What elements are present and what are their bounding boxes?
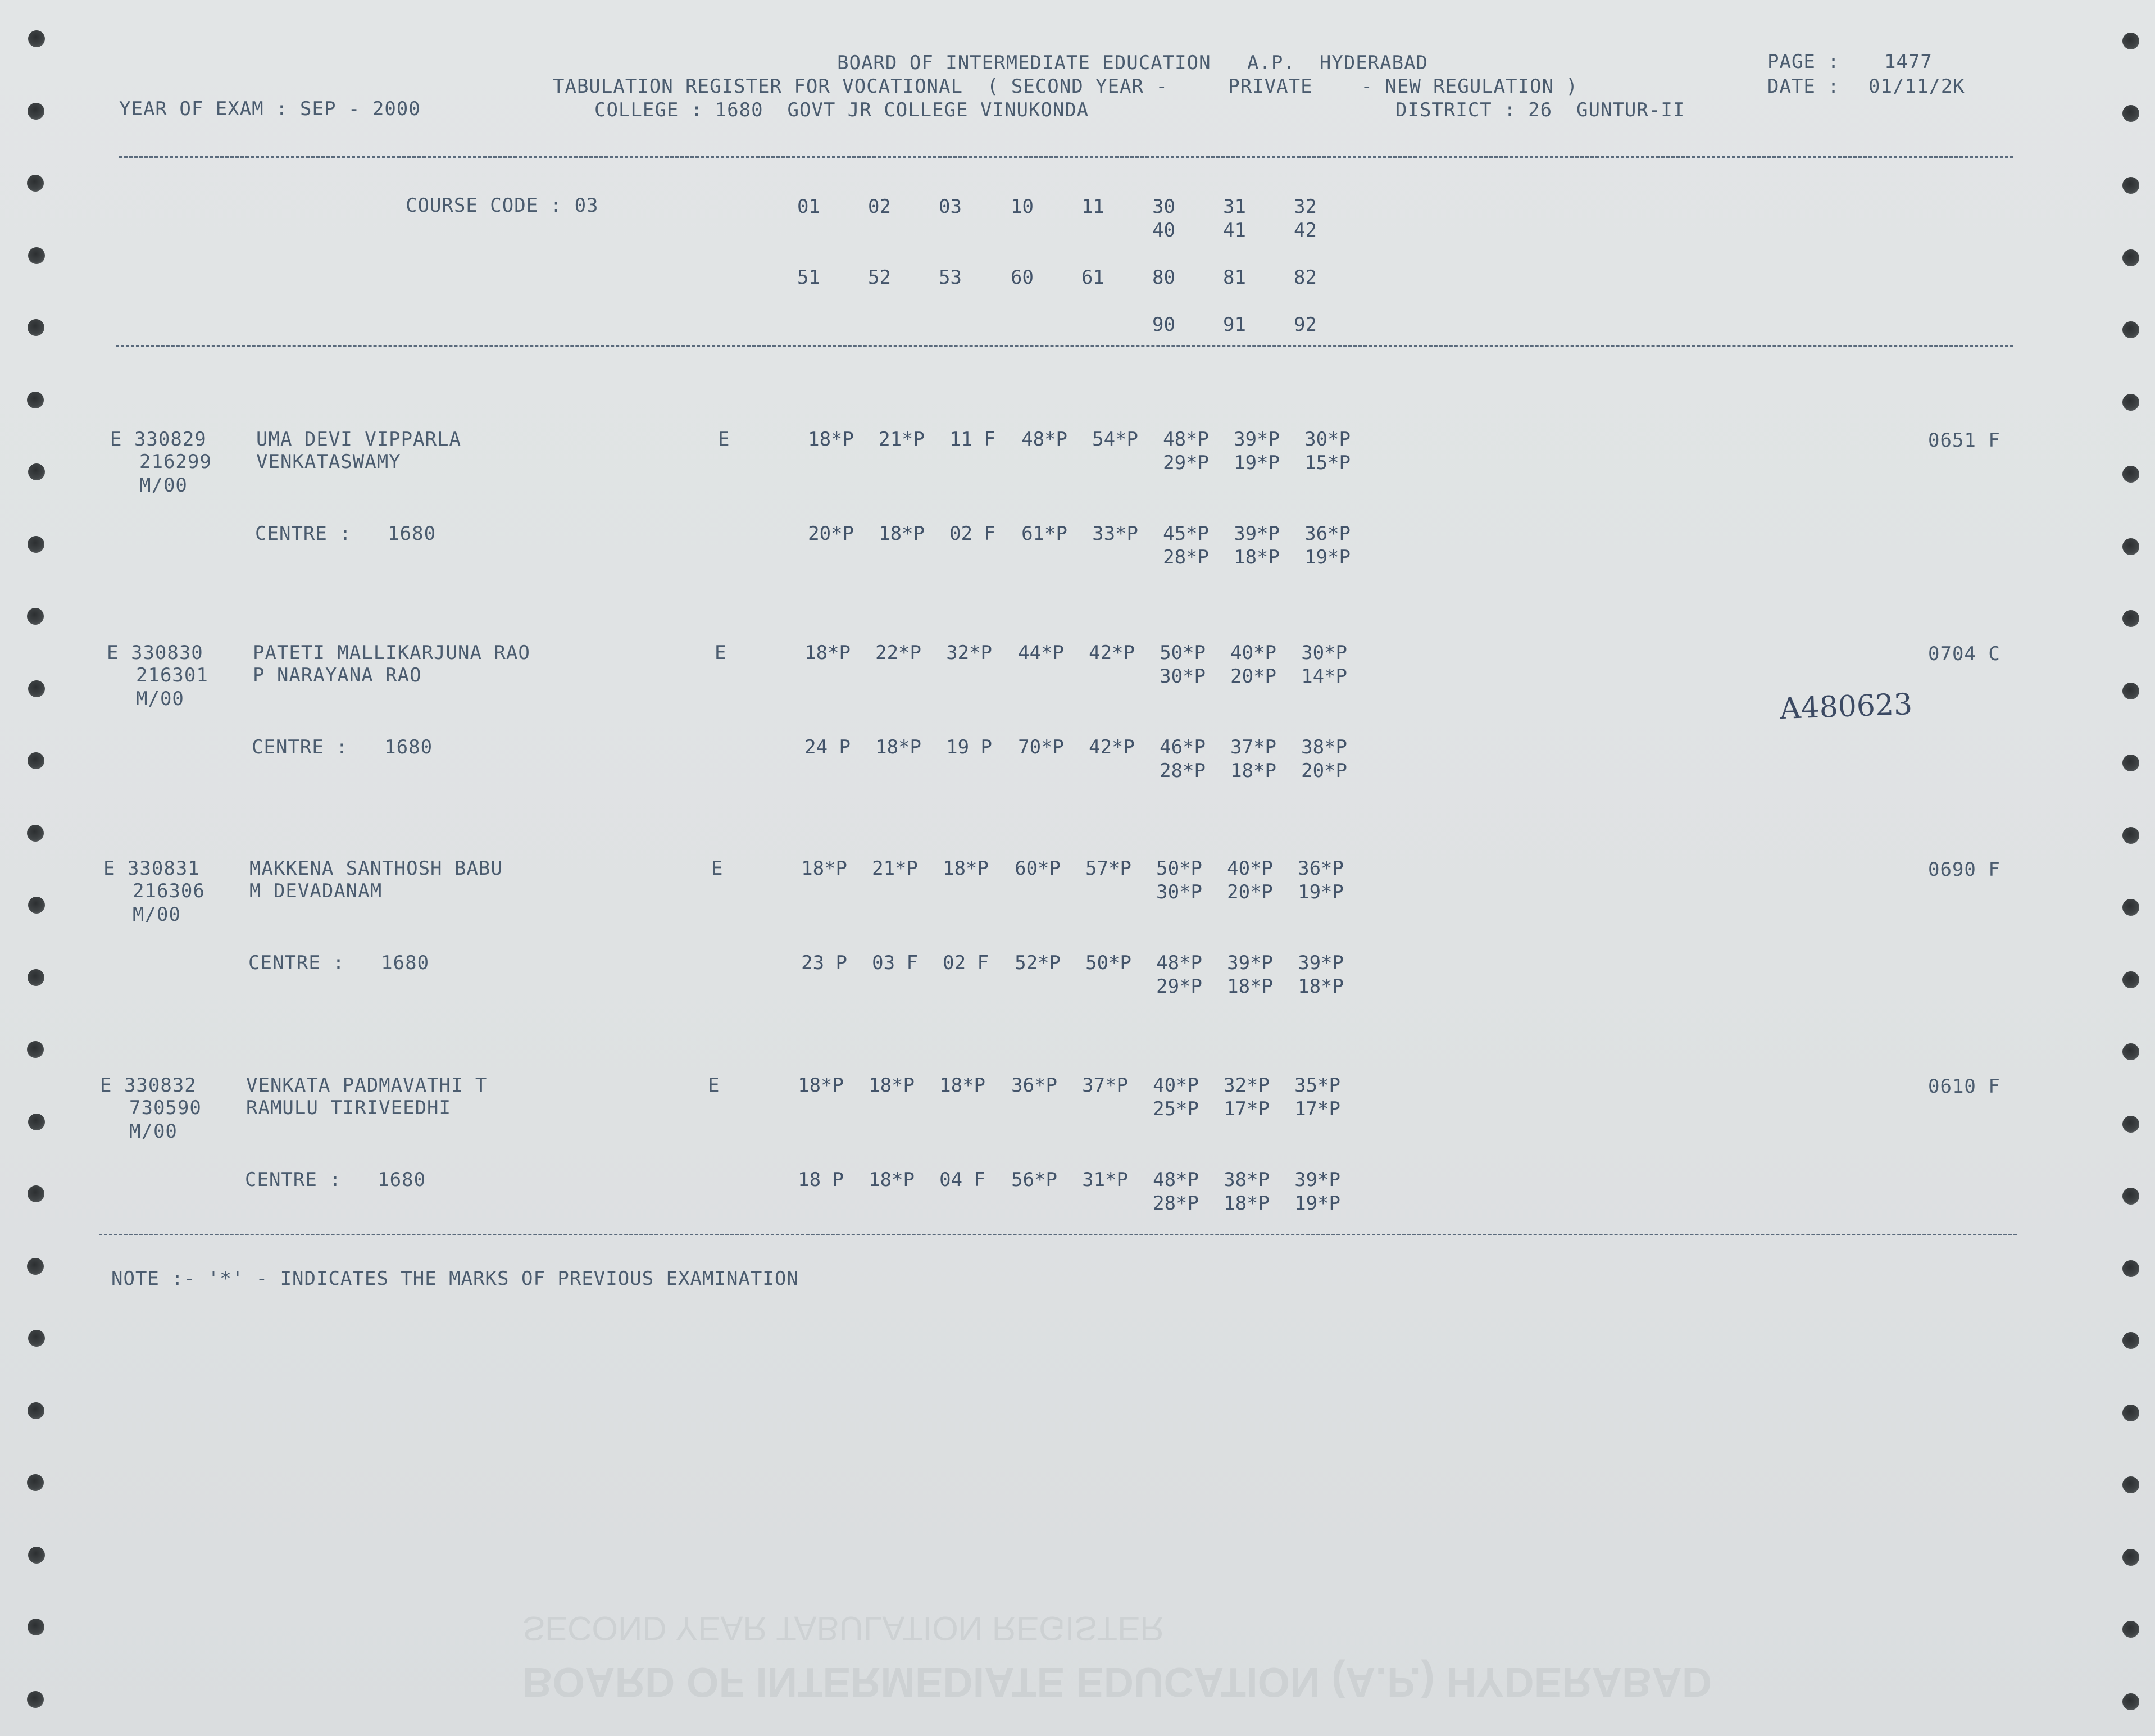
mark-cell: 56*P	[1011, 1169, 1057, 1191]
course-code-cell: 31	[1223, 196, 1246, 218]
mark-cell: 30*P	[1160, 665, 1206, 688]
tractor-hole	[2122, 1332, 2139, 1349]
mark-cell: 04 F	[939, 1169, 985, 1191]
total-result: 0704 C	[1928, 643, 2001, 665]
mark-cell: 02 F	[943, 952, 989, 974]
mark-cell: 39*P	[1234, 522, 1280, 545]
mark-cell: 36*P	[1298, 857, 1344, 880]
tractor-hole	[27, 1258, 44, 1275]
tractor-hole	[27, 825, 44, 842]
mark-cell: 39*P	[1227, 952, 1273, 974]
mark-cell: 39*P	[1298, 952, 1344, 974]
left-tractor-holes	[0, 0, 67, 1736]
mark-cell: 22*P	[875, 642, 921, 664]
mark-cell: 19*P	[1304, 546, 1351, 569]
roll-number: E 330831	[103, 857, 200, 880]
mark-cell: 18*P	[1230, 760, 1276, 782]
mark-cell: 52*P	[1015, 952, 1061, 974]
tractor-hole	[2122, 466, 2139, 483]
mark-cell: 11 F	[949, 428, 995, 451]
mark-cell: 20*P	[1230, 665, 1276, 688]
tractor-hole	[2122, 1549, 2139, 1566]
course-code-cell: 82	[1294, 266, 1317, 289]
tractor-hole	[27, 1041, 44, 1058]
total-result: 0610 F	[1928, 1075, 2001, 1098]
register-title: TABULATION REGISTER FOR VOCATIONAL ( SECOND YEAR - PRIVATE - NEW REGULATION )	[553, 75, 1578, 98]
mark-cell: 15*P	[1304, 452, 1351, 474]
tractor-hole	[27, 1474, 44, 1491]
candidate-name: PATETI MALLIKARJUNA RAO	[253, 642, 530, 664]
gender-code: M/00	[133, 903, 181, 926]
mark-cell: 19*P	[1298, 881, 1344, 903]
show-through-title: BOARD OF INTERMEDIATE EDUCATION (A.P.) HYDERABAD	[522, 1659, 1712, 1706]
mark-cell: 39*P	[1294, 1169, 1340, 1191]
mark-cell: 20*P	[1301, 760, 1347, 782]
centre-code: CENTRE : 1680	[252, 736, 433, 758]
registration-number: 216306	[133, 880, 205, 902]
medium-code: E	[718, 428, 730, 451]
mark-cell: 45*P	[1163, 522, 1209, 545]
tractor-hole	[2122, 610, 2139, 627]
candidate-name: VENKATA PADMAVATHI T	[246, 1074, 488, 1097]
mark-cell: 18*P	[1224, 1192, 1270, 1215]
mark-cell: 48*P	[1163, 428, 1209, 451]
tractor-hole	[2122, 1476, 2139, 1493]
mark-cell: 42*P	[1089, 736, 1135, 758]
course-code-cell: 60	[1011, 266, 1034, 289]
tractor-hole	[28, 1402, 44, 1419]
father-name: RAMULU TIRIVEEDHI	[246, 1097, 451, 1119]
centre-code: CENTRE : 1680	[245, 1169, 426, 1191]
mark-cell: 50*P	[1160, 642, 1206, 664]
roll-number: E 330832	[100, 1074, 197, 1097]
mark-cell: 50*P	[1156, 857, 1202, 880]
mark-cell: 18*P	[1298, 975, 1344, 998]
centre-code: CENTRE : 1680	[248, 952, 430, 974]
mark-cell: 40*P	[1227, 857, 1273, 880]
tractor-hole	[2122, 755, 2139, 771]
mark-cell: 46*P	[1160, 736, 1206, 758]
course-code-cell: 02	[868, 196, 891, 218]
mark-cell: 18*P	[798, 1074, 844, 1097]
print-date: 01/11/2K	[1868, 75, 1965, 98]
father-name: VENKATASWAMY	[256, 451, 401, 473]
mark-cell: 18*P	[869, 1074, 915, 1097]
medium-code: E	[708, 1074, 720, 1097]
course-code-cell: 03	[939, 196, 962, 218]
year-of-exam: YEAR OF EXAM : SEP - 2000	[119, 98, 421, 120]
tractor-hole	[2122, 177, 2139, 194]
mark-cell: 38*P	[1301, 736, 1347, 758]
gender-code: M/00	[129, 1120, 178, 1143]
mark-cell: 36*P	[1304, 522, 1351, 545]
separator-top	[119, 156, 2013, 158]
tractor-hole	[2122, 249, 2139, 266]
gender-code: M/00	[139, 474, 188, 497]
tractor-hole	[28, 680, 45, 697]
separator-course	[116, 345, 2013, 347]
course-code: COURSE CODE : 03	[406, 194, 599, 217]
mark-cell: 40*P	[1153, 1074, 1199, 1097]
mark-cell: 02 F	[949, 522, 995, 545]
mark-cell: 19*P	[1294, 1192, 1340, 1215]
course-code-cell: 52	[868, 266, 891, 289]
course-code-cell: 42	[1294, 219, 1317, 242]
page-number: 1477	[1884, 51, 1933, 73]
course-code-cell: 01	[797, 196, 820, 218]
mark-cell: 17*P	[1294, 1098, 1340, 1120]
mark-cell: 18*P	[1234, 546, 1280, 569]
roll-number: E 330829	[110, 428, 207, 451]
tractor-hole	[28, 1114, 45, 1130]
tractor-hole	[28, 30, 45, 47]
mark-cell: 48*P	[1156, 952, 1202, 974]
mark-cell: 38*P	[1224, 1169, 1270, 1191]
tractor-hole	[28, 103, 44, 120]
mark-cell: 54*P	[1092, 428, 1138, 451]
tractor-hole	[28, 1547, 45, 1564]
tractor-hole	[2122, 1621, 2139, 1638]
mark-cell: 19 P	[946, 736, 992, 758]
candidate-name: MAKKENA SANTHOSH BABU	[249, 857, 503, 880]
tractor-hole	[28, 463, 45, 480]
page-label: PAGE :	[1767, 51, 1840, 73]
tractor-hole	[28, 1185, 44, 1202]
course-code-cell: 51	[797, 266, 820, 289]
tractor-hole	[27, 1691, 44, 1708]
tractor-hole	[2122, 538, 2139, 555]
mark-cell: 14*P	[1301, 665, 1347, 688]
mark-cell: 21*P	[872, 857, 918, 880]
tractor-hole	[28, 1619, 44, 1635]
mark-cell: 37*P	[1082, 1074, 1128, 1097]
mark-cell: 18*P	[801, 857, 847, 880]
mark-cell: 30*P	[1301, 642, 1347, 664]
tractor-hole	[28, 247, 45, 264]
mark-cell: 60*P	[1015, 857, 1061, 880]
mark-cell: 48*P	[1021, 428, 1067, 451]
tractor-hole	[2122, 971, 2139, 988]
mark-cell: 03 F	[872, 952, 918, 974]
tractor-hole	[28, 897, 45, 914]
separator-bottom	[99, 1234, 2017, 1235]
tractor-hole	[28, 969, 44, 986]
mark-cell: 32*P	[1224, 1074, 1270, 1097]
mark-cell: 57*P	[1085, 857, 1131, 880]
tractor-hole	[27, 608, 44, 625]
handwritten-number: A480623	[1779, 687, 1913, 726]
board-title: BOARD OF INTERMEDIATE EDUCATION A.P. HYDERABAD	[837, 52, 1429, 74]
mark-cell: 32*P	[946, 642, 992, 664]
tractor-hole	[2122, 1043, 2139, 1060]
tractor-hole	[2122, 827, 2139, 844]
medium-code: E	[711, 857, 724, 880]
mark-cell: 40*P	[1230, 642, 1276, 664]
right-tractor-holes	[2088, 0, 2155, 1736]
mark-cell: 39*P	[1234, 428, 1280, 451]
tractor-hole	[2122, 899, 2139, 916]
tractor-hole	[2122, 1693, 2139, 1710]
mark-cell: 18*P	[939, 1074, 985, 1097]
course-code-cell: 91	[1223, 313, 1246, 336]
course-code-cell: 40	[1152, 219, 1175, 242]
tractor-hole	[27, 392, 44, 408]
mark-cell: 18*P	[804, 642, 851, 664]
mark-cell: 18 P	[798, 1169, 844, 1191]
mark-cell: 18*P	[1227, 975, 1273, 998]
course-code-cell: 30	[1152, 196, 1175, 218]
mark-cell: 28*P	[1163, 546, 1209, 569]
mark-cell: 44*P	[1018, 642, 1064, 664]
mark-cell: 23 P	[801, 952, 847, 974]
mark-cell: 30*P	[1304, 428, 1351, 451]
course-code-cell: 41	[1223, 219, 1246, 242]
medium-code: E	[715, 642, 727, 664]
course-code-cell: 53	[939, 266, 962, 289]
course-code-cell: 90	[1152, 313, 1175, 336]
mark-cell: 18*P	[875, 736, 921, 758]
tractor-hole	[27, 175, 44, 192]
tractor-hole	[2122, 105, 2139, 122]
total-result: 0690 F	[1928, 858, 2001, 881]
mark-cell: 29*P	[1163, 452, 1209, 474]
gender-code: M/00	[136, 688, 184, 710]
mark-cell: 36*P	[1011, 1074, 1057, 1097]
tractor-hole	[2122, 683, 2139, 699]
tractor-hole	[28, 1330, 45, 1347]
mark-cell: 18*P	[869, 1169, 915, 1191]
mark-cell: 18*P	[879, 522, 925, 545]
total-result: 0651 F	[1928, 429, 2001, 452]
tractor-hole	[2122, 394, 2139, 411]
tractor-hole	[2122, 1260, 2139, 1277]
registration-number: 216299	[139, 451, 212, 473]
tractor-hole	[2122, 321, 2139, 338]
course-code-cell: 10	[1011, 196, 1034, 218]
college-line: COLLEGE : 1680 GOVT JR COLLEGE VINUKONDA	[594, 99, 1089, 121]
mark-cell: 30*P	[1156, 881, 1202, 903]
course-code-cell: 61	[1081, 266, 1104, 289]
mark-cell: 28*P	[1160, 760, 1206, 782]
mark-cell: 20*P	[1227, 881, 1273, 903]
tractor-hole	[2122, 1188, 2139, 1205]
mark-cell: 18*P	[943, 857, 989, 880]
course-code-cell: 80	[1152, 266, 1175, 289]
mark-cell: 20*P	[808, 522, 854, 545]
tractor-hole	[28, 536, 44, 553]
date-label: DATE :	[1767, 75, 1840, 98]
mark-cell: 42*P	[1089, 642, 1135, 664]
mark-cell: 17*P	[1224, 1098, 1270, 1120]
course-code-cell: 11	[1081, 196, 1104, 218]
mark-cell: 24 P	[804, 736, 851, 758]
mark-cell: 21*P	[879, 428, 925, 451]
mark-cell: 50*P	[1085, 952, 1131, 974]
tractor-hole	[2122, 33, 2139, 49]
centre-code: CENTRE : 1680	[255, 522, 437, 545]
mark-cell: 18*P	[808, 428, 854, 451]
district-line: DISTRICT : 26 GUNTUR-II	[1395, 99, 1685, 121]
mark-cell: 70*P	[1018, 736, 1064, 758]
mark-cell: 61*P	[1021, 522, 1067, 545]
registration-number: 216301	[136, 664, 208, 687]
course-code-cell: 81	[1223, 266, 1246, 289]
mark-cell: 35*P	[1294, 1074, 1340, 1097]
tractor-hole	[28, 752, 44, 769]
mark-cell: 29*P	[1156, 975, 1202, 998]
mark-cell: 37*P	[1230, 736, 1276, 758]
mark-cell: 48*P	[1153, 1169, 1199, 1191]
father-name: M DEVADANAM	[249, 880, 383, 902]
mark-cell: 31*P	[1082, 1169, 1128, 1191]
mark-cell: 28*P	[1153, 1192, 1199, 1215]
tractor-hole	[2122, 1116, 2139, 1133]
registration-number: 730590	[129, 1097, 202, 1119]
course-code-cell: 92	[1294, 313, 1317, 336]
candidate-name: UMA DEVI VIPPARLA	[256, 428, 461, 451]
father-name: P NARAYANA RAO	[253, 664, 422, 687]
mark-cell: 19*P	[1234, 452, 1280, 474]
mark-cell: 25*P	[1153, 1098, 1199, 1120]
course-code-cell: 32	[1294, 196, 1317, 218]
show-through-subtitle: SECOND YEAR TABULATION REGISTER	[522, 1610, 1165, 1647]
roll-number: E 330830	[107, 642, 203, 664]
footnote: NOTE :- '*' - INDICATES THE MARKS OF PREVIOUS EXAMINATION	[111, 1267, 799, 1290]
tractor-hole	[2122, 1405, 2139, 1421]
tractor-hole	[28, 319, 44, 336]
mark-cell: 33*P	[1092, 522, 1138, 545]
